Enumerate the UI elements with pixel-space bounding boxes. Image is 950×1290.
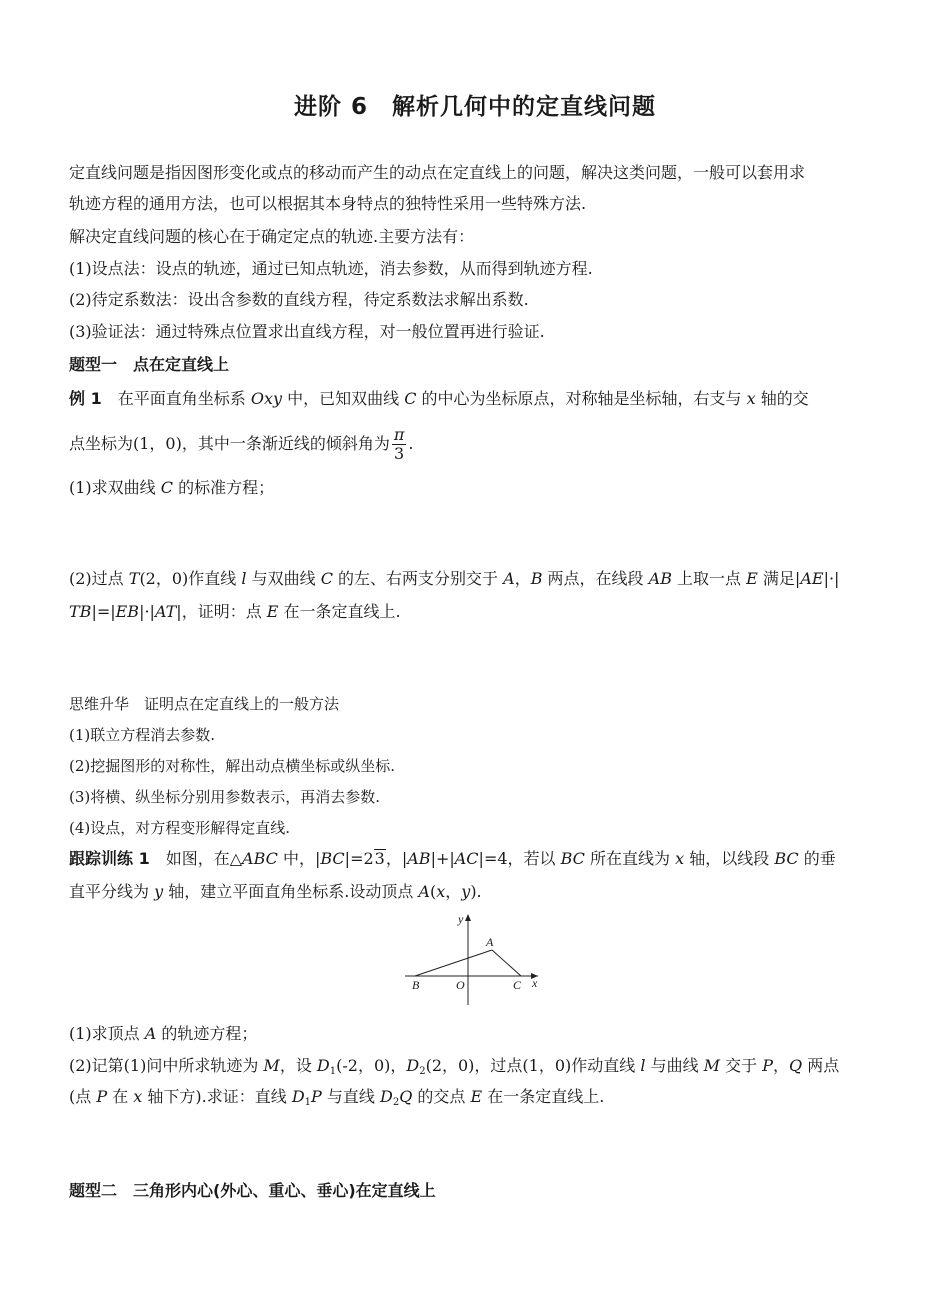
section-heading-type2: 题型二 三角形内心(外心、重心、垂心)在定直线上	[69, 1181, 436, 1200]
sqrt-radicand: 3	[374, 849, 385, 868]
text: 在一条定直线上.	[278, 602, 401, 621]
example-1-question-2-line-1	[69, 569, 884, 589]
math: EB	[115, 602, 140, 621]
math: ABC	[242, 849, 278, 868]
text: 如图，在△	[149, 849, 243, 868]
math: P	[762, 1056, 774, 1075]
text: 中，已知双曲线	[282, 389, 405, 408]
label-y: y	[458, 912, 464, 926]
triangle-figure	[400, 908, 550, 1008]
method-2: (2)待定系数法：设出含参数的直线方程，待定系数法求解出系数.	[69, 290, 529, 309]
text: 两点	[802, 1056, 840, 1075]
page-title: 进阶 6 解析几何中的定直线问题	[293, 94, 656, 120]
tracking-exercise-line-1	[69, 849, 884, 869]
thinking-step-2: (2)挖掘图形的对称性，解出动点横坐标或纵坐标.	[69, 757, 396, 775]
intro-paragraph-line-1: 定直线问题是指因图形变化或点的移动而产生的动点在定直线上的问题，解决这类问题，一般可以套用求	[69, 163, 806, 182]
text: 的垂	[798, 849, 836, 868]
tracking-label: 跟踪训练 1	[69, 849, 150, 868]
label-A: A	[486, 935, 494, 949]
text: 轴下方).求证：直线	[142, 1087, 292, 1106]
math: BC	[774, 849, 799, 868]
text: (2)过点	[69, 569, 129, 588]
tracking-question-2-line-1	[69, 1056, 884, 1076]
example-1-line-1	[69, 389, 884, 409]
subscript: 2	[419, 1066, 426, 1077]
text: 在平面直角坐标系	[117, 389, 251, 408]
math: x	[675, 849, 685, 868]
math: x	[436, 882, 446, 901]
text: |=4，若以	[478, 849, 561, 868]
math: C	[404, 389, 417, 408]
text: 的轨迹方程；	[156, 1024, 258, 1043]
text: ，|	[385, 849, 408, 868]
math: AT	[154, 602, 177, 621]
text: ，	[445, 882, 462, 901]
text: 的左、右两支分别交于	[332, 569, 504, 588]
math: l	[640, 1056, 646, 1075]
math: P	[96, 1087, 108, 1106]
text: 交于	[720, 1056, 763, 1075]
tracking-question-1	[69, 1024, 884, 1044]
math: A	[503, 569, 515, 588]
math: l	[241, 569, 247, 588]
text: (-2，0)，	[336, 1056, 407, 1075]
math: BC	[320, 849, 345, 868]
math: E	[470, 1087, 483, 1106]
label-x: x	[532, 976, 538, 990]
text: 两点，在线段	[542, 569, 649, 588]
thinking-step-1: (1)联立方程消去参数.	[69, 726, 216, 744]
math: Oxy	[250, 389, 283, 408]
math: C	[320, 569, 333, 588]
subscript: 1	[304, 1097, 312, 1108]
fraction	[392, 426, 407, 463]
thinking-step-3: (3)将横、纵坐标分别用参数表示，再消去参数.	[69, 788, 381, 806]
label-B: B	[412, 978, 420, 992]
text: |=|	[91, 602, 116, 621]
math: BC	[560, 849, 585, 868]
math: y	[461, 882, 471, 901]
text: (2，0)作直线	[139, 569, 242, 588]
text: ).	[470, 882, 482, 901]
text: 直平分线为	[69, 882, 155, 901]
text: 与曲线	[645, 1056, 704, 1075]
math: A	[144, 1024, 157, 1043]
example-1-question-2-line-2	[69, 602, 884, 622]
text: .	[408, 434, 414, 453]
text: 中，|	[277, 849, 321, 868]
text: ，	[514, 569, 531, 588]
fraction-denominator: 3	[394, 444, 405, 463]
math: Q	[789, 1056, 803, 1075]
tracking-exercise-line-2	[69, 882, 884, 902]
math: D	[316, 1056, 330, 1075]
text: 的交点	[412, 1087, 471, 1106]
text: 的中心为坐标原点，对称轴是坐标轴，右支与	[416, 389, 747, 408]
text: 与直线	[321, 1087, 380, 1106]
section-heading-type1: 题型一 点在定直线上	[69, 355, 230, 374]
text: 所在直线为	[584, 849, 676, 868]
math: T	[128, 569, 140, 588]
math: y	[154, 882, 164, 901]
subscript: 2	[392, 1097, 400, 1108]
text: |=2	[344, 849, 374, 868]
math: D	[291, 1087, 305, 1106]
text: |，证明：点	[176, 602, 267, 621]
math: B	[530, 569, 543, 588]
text: 轴，建立平面直角坐标系.设动顶点	[163, 882, 419, 901]
math: D	[380, 1087, 393, 1106]
math: C	[160, 478, 174, 497]
math: AC	[454, 849, 479, 868]
text: ，	[773, 1056, 790, 1075]
math: x	[746, 389, 756, 408]
text: 在一条定直线上.	[482, 1087, 605, 1106]
text: (1)求顶点	[69, 1024, 145, 1043]
text: 的标准方程；	[173, 478, 275, 497]
math: AE	[800, 569, 824, 588]
segment-AC	[492, 950, 521, 976]
text: 满足|	[757, 569, 801, 588]
segment-BA	[415, 950, 492, 976]
math: E	[746, 569, 758, 588]
text: (2)记第(1)问中所求轨迹为	[69, 1056, 264, 1075]
math: AB	[648, 569, 672, 588]
y-axis-arrow	[465, 914, 471, 921]
example-1-question-1	[69, 478, 884, 498]
math: E	[266, 602, 279, 621]
math: x	[133, 1087, 143, 1106]
math: M	[263, 1056, 280, 1075]
text: 轴的交	[755, 389, 809, 408]
thinking-heading: 思维升华 证明点在定直线上的一般方法	[69, 695, 340, 713]
math: D	[406, 1056, 420, 1075]
example-1-line-2	[69, 424, 884, 464]
text: |+|	[430, 849, 455, 868]
method-1: (1)设点法：设点的轨迹，通过已知点轨迹，消去参数，从而得到轨迹方程.	[69, 259, 593, 278]
example-label: 例 1	[69, 389, 102, 408]
text: 点坐标为(1，0)，其中一条渐近线的倾斜角为	[69, 434, 390, 453]
math: Q	[399, 1087, 413, 1106]
intro-paragraph-line-2: 轨迹方程的通用方法，也可以根据其本身特点的独特性采用一些特殊方法.	[69, 194, 587, 213]
method-3: (3)验证法：通过特殊点位置求出直线方程，对一般位置再进行验证.	[69, 322, 545, 341]
math: TB	[69, 602, 92, 621]
text: |·|	[139, 602, 155, 621]
text: ，设	[279, 1056, 317, 1075]
math: M	[703, 1056, 721, 1075]
text: 上取一点	[671, 569, 747, 588]
subscript: 1	[329, 1066, 337, 1077]
text: (点	[69, 1087, 97, 1106]
math: AB	[407, 849, 431, 868]
text: 与双曲线	[246, 569, 321, 588]
text: (	[429, 882, 437, 901]
fraction-numerator: π	[393, 425, 405, 444]
intro-core-statement: 解决定直线问题的核心在于确定定点的轨迹.主要方法有：	[69, 227, 475, 246]
label-C: C	[513, 978, 522, 992]
math: P	[311, 1087, 322, 1106]
text: |·|	[823, 569, 840, 588]
tracking-question-2-line-2	[69, 1087, 884, 1107]
text: 轴，以线段	[684, 849, 775, 868]
text: (2，0)，过点(1，0)作动直线	[425, 1056, 641, 1075]
text: (1)求双曲线	[69, 478, 161, 497]
label-O: O	[456, 978, 465, 992]
math: A	[418, 882, 430, 901]
thinking-step-4: (4)设点，对方程变形解得定直线.	[69, 819, 291, 837]
text: 在	[107, 1087, 134, 1106]
